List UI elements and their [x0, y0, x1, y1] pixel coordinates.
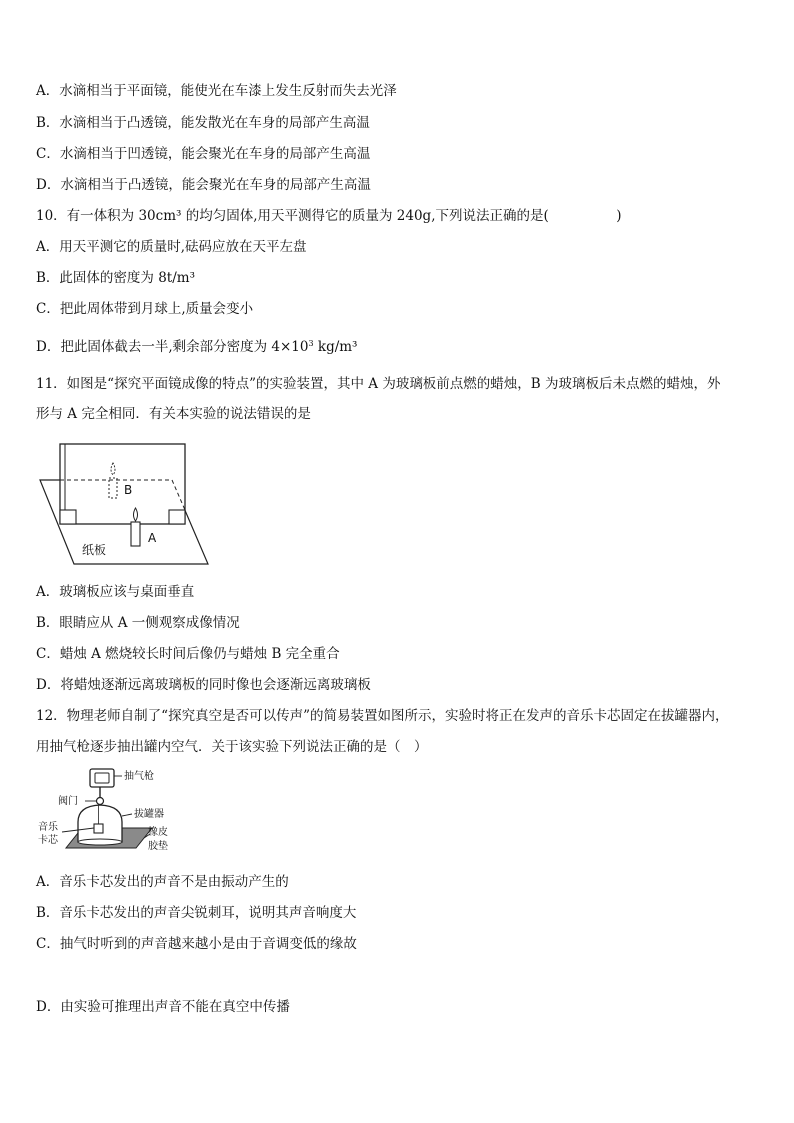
label-pump: 抽气枪 [124, 771, 154, 782]
candle-a-flame [134, 508, 138, 521]
q10-option-d-exponent: 3 [308, 339, 314, 348]
valve [97, 798, 104, 805]
glass-plate [60, 444, 185, 524]
q10-option-a: A．用天平测它的质量时,砝码应放在天平左盘 [36, 239, 307, 255]
label-valve: 阀门 [58, 796, 78, 807]
right-stand [169, 510, 185, 524]
label-cup: 拔罐器 [134, 809, 164, 820]
left-stand [60, 510, 76, 524]
q11-option-c: C．蜡烛 A 燃烧较长时间后像仍与蜡烛 B 完全重合 [36, 646, 340, 662]
q11-stem-line2: 形与 A 完全相同．有关本实验的说法错误的是 [36, 406, 311, 422]
label-card-1: 音乐 [38, 822, 58, 833]
q12-stem-line1: 12．物理老师自制了“探究真空是否可以传声”的简易装置如图所示，实验时将正在发声的音乐卡芯固定在拔罐器内， [36, 708, 729, 724]
label-a: A [148, 531, 157, 545]
q10-option-b: B．此固体的密度为 8t/m³ [36, 270, 195, 286]
label-pad-1: 橡皮 [148, 827, 168, 838]
q11-option-a: A．玻璃板应该与桌面垂直 [36, 584, 195, 600]
label-pad-2: 胶垫 [148, 841, 168, 852]
label-b: B [124, 483, 133, 497]
q12-option-b: B．音乐卡芯发出的声音尖锐刺耳，说明其声音响度大 [36, 905, 357, 921]
label-board: 纸板 [82, 543, 107, 557]
q9-option-b: B．水滴相当于凸透镜，能发散光在车身的局部产生高温 [36, 115, 370, 131]
label-card-2: 卡芯 [38, 835, 58, 846]
pump-gun [90, 769, 114, 787]
q12-option-a: A．音乐卡芯发出的声音不是由振动产生的 [36, 874, 289, 890]
candle-a [131, 522, 140, 546]
plane-mirror-figure [38, 442, 210, 568]
q11-stem-line1: 11．如图是“探究平面镜成像的特点”的实验装置，其中 A 为玻璃板前点燃的蜡烛，B 为玻璃板后未点燃的蜡烛，外 [36, 376, 721, 392]
q10-option-d-suffix: kg/m³ [313, 339, 358, 355]
q10-option-d [36, 337, 357, 357]
q9-option-d: D．水滴相当于凸透镜，能会聚光在车身的局部产生高温 [36, 177, 371, 193]
q12-option-c: C．抽气时听到的声音越来越小是由于音调变低的缘故 [36, 936, 357, 952]
q10-stem: 10．有一体积为 30cm³ 的均匀固体,用天平测得它的质量为 240g,下列说法正确的是( ) [36, 208, 622, 224]
q9-option-c: C．水滴相当于凹透镜，能会聚光在车身的局部产生高温 [36, 146, 371, 162]
music-card [94, 824, 103, 833]
q10-option-c: C．把此周体带到月球上,质量会变小 [36, 301, 254, 317]
q12-option-d: D．由实验可推理出声音不能在真空中传播 [36, 999, 290, 1015]
q10-option-d-prefix: D．把此固体截去一半,剩余部分密度为 4×10 [36, 339, 309, 355]
vacuum-sound-figure [36, 766, 186, 862]
q12-stem-line2: 用抽气枪逐步抽出罐内空气．关于该实验下列说法正确的是（ ） [36, 739, 428, 755]
q9-option-a: A．水滴相当于平面镜，能使光在车漆上发生反射而失去光泽 [36, 83, 397, 99]
q11-option-d: D．将蜡烛逐渐远离玻璃板的同时像也会逐渐远离玻璃板 [36, 677, 371, 693]
q11-option-b: B．眼睛应从 A 一侧观察成像情况 [36, 615, 240, 631]
